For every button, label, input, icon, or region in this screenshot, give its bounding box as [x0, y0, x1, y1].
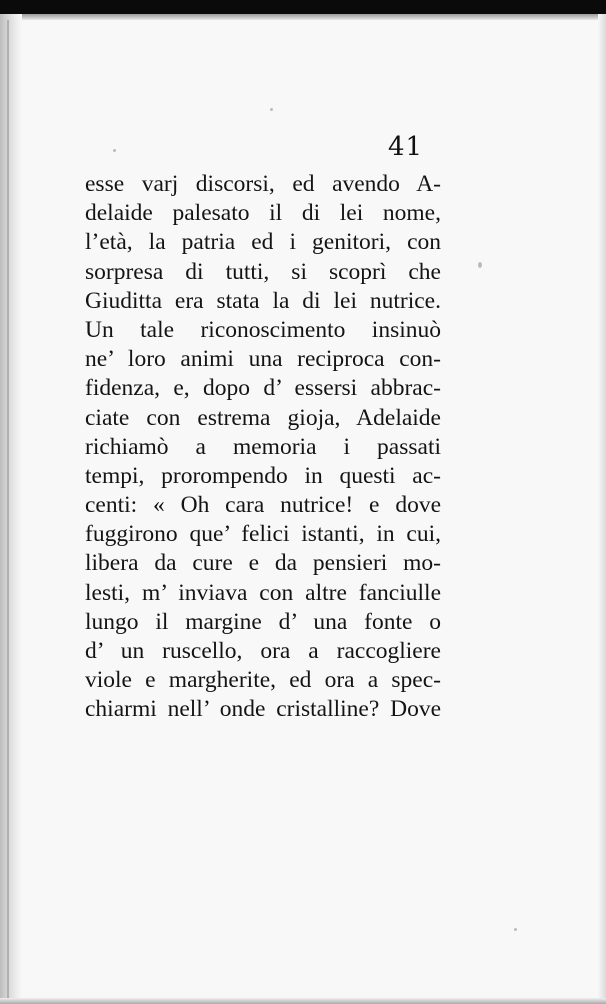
- text-line: ciate con estrema gioja, Adelaide: [85, 404, 441, 431]
- page-top-edge: [0, 14, 606, 20]
- text-line: lesti, m’ inviava con altre fanciulle: [85, 579, 441, 606]
- text-line: centi: « Oh cara nutrice! e dove: [85, 492, 441, 519]
- scan-top-border: [0, 0, 606, 14]
- text-line: Un tale riconoscimento insinuò: [85, 316, 441, 343]
- text-line: chiarmi nell’ onde cristalline? Dove: [85, 696, 441, 723]
- text-line: libera da cure e da pensieri mo-: [85, 550, 441, 577]
- text-line: viole e margherite, ed ora a spec-: [85, 667, 441, 694]
- page-bottom-edge: [0, 998, 606, 1004]
- page-gutter: [0, 14, 22, 1004]
- paper-speck: [113, 149, 116, 152]
- text-line: Giuditta era stata la di lei nutrice.: [85, 287, 441, 314]
- gutter-line: [7, 20, 9, 1004]
- text-line: richiamò a memoria i passati: [85, 433, 441, 460]
- text-line: esse varj discorsi, ed avendo A-: [85, 171, 441, 197]
- text-line: lungo il margine d’ una fonte o: [85, 608, 441, 635]
- paper-speck: [270, 108, 273, 111]
- page-number: 41: [388, 132, 424, 162]
- body-text: [85, 170, 441, 725]
- text-line: delaide palesato il di lei nome,: [85, 200, 441, 227]
- text-line: ne’ loro animi una reciproca con-: [85, 346, 441, 373]
- text-line: fuggirono que’ felici istanti, in cui,: [85, 521, 441, 548]
- text-line: fidenza, e, dopo d’ essersi abbrac-: [85, 375, 441, 402]
- paper-speck: [478, 262, 482, 268]
- text-line: tempi, prorompendo in questi ac-: [85, 462, 441, 489]
- text-line: sorpresa di tutti, si scoprì che: [85, 258, 441, 285]
- page-right-edge: [598, 14, 606, 1004]
- text-line: d’ un ruscello, ora a raccogliere: [85, 638, 441, 664]
- paper-speck: [514, 928, 517, 931]
- text-line: l’età, la patria ed i genitori, con: [85, 229, 441, 256]
